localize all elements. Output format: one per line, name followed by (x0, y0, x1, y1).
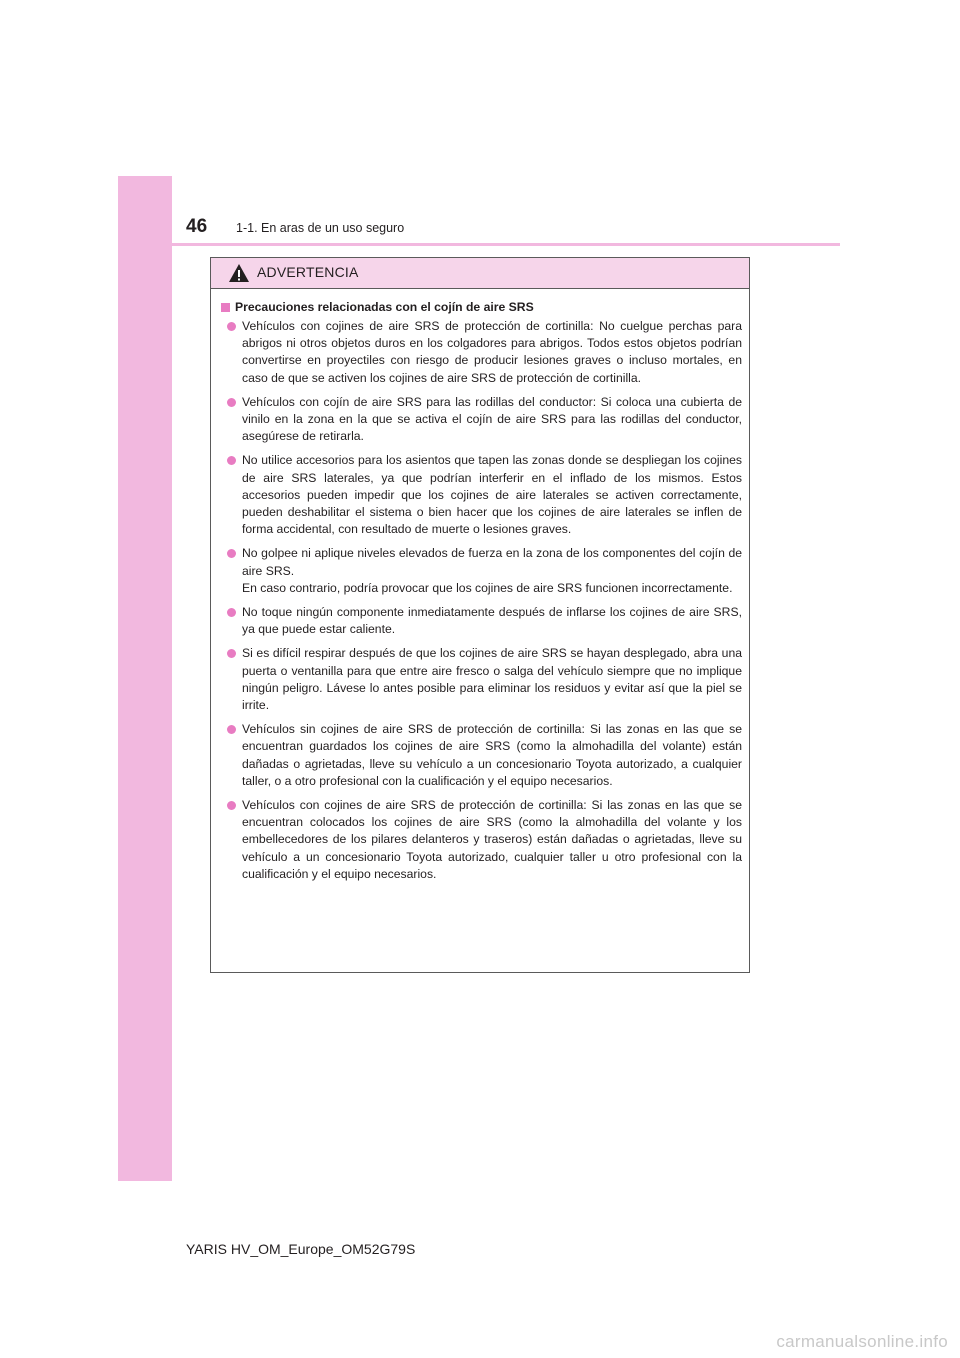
bullet-icon (227, 322, 236, 331)
header-divider (172, 243, 840, 246)
document-id: YARIS HV_OM_Europe_OM52G79S (186, 1241, 416, 1257)
section-title: 1-1. En aras de un uso seguro (236, 221, 405, 235)
warning-item-text: No toque ningún componente inmediatamente después de inflarse los cojines de aire SRS, ya que puede estar caliente. (242, 605, 742, 637)
bullet-icon (227, 801, 236, 810)
square-bullet-icon (221, 303, 230, 312)
chapter-sidebar-tab (118, 176, 172, 1181)
warning-box (210, 257, 750, 973)
watermark: carmanualsonline.info (776, 1332, 948, 1351)
warning-item-continuation: En caso contrario, podría provocar que los cojines de aire SRS funcionen incorrectamente. (242, 580, 733, 595)
bullet-icon (227, 725, 236, 734)
warning-item (220, 721, 742, 790)
warning-item (220, 394, 742, 446)
warning-item (220, 797, 742, 883)
warning-item (220, 604, 742, 638)
warning-item-text: No utilice accesorios para los asientos que tapen las zonas donde se despliegan los cojines de aire SRS laterales, ya que podrían interferir en el inflado de los mismos. Estos accesorios pueden impedir que los cojines de aire laterales se activen correctamente, pueden deshabilitar el sistema o bien hacer que los cojines de aire laterales se inflen de forma accidental, con resultado de muerte o lesiones graves. (242, 453, 742, 537)
warning-triangle-icon (228, 263, 250, 283)
bullet-icon (227, 649, 236, 658)
warning-item (220, 545, 742, 597)
warning-item (220, 318, 742, 387)
warning-item-text: Vehículos con cojines de aire SRS de protección de cortinilla: Si las zonas en las que se encuentran colocados los cojines de aire SRS (como la almohadilla del volante y los embellecedores de los pilares delanteros y traseros) están dañadas o agrietadas, lleve su vehículo a un concesionario Toyota autorizado, cualquier taller u otro profesional con la cualificación y el equipo necesarios. (242, 798, 742, 881)
warning-item-text: No golpee ni aplique niveles elevados de fuerza en la zona de los componentes del cojín de aire SRS. (242, 546, 742, 578)
warning-item-text: Vehículos con cojín de aire SRS para las rodillas del conductor: Si coloca una cubierta de vinilo en la zona en la que se activa el cojín de aire SRS para las rodillas del conductor, asegúrese de retirarla. (242, 394, 742, 444)
bullet-icon (227, 398, 236, 407)
warning-body (220, 299, 742, 890)
warning-subheading (220, 299, 742, 316)
bullet-icon (227, 549, 236, 558)
bullet-icon (227, 608, 236, 617)
warning-item-text: Si es difícil respirar después de que los cojines de aire SRS se hayan desplegado, abra una puerta o ventanilla para que entre aire fresco o salga del vehículo siempre que no implique ningún peligro. Lávese lo antes posible para eliminar los residuos y evitar así que la piel se irrite. (242, 646, 742, 713)
warning-title: ADVERTENCIA (257, 264, 359, 280)
bullet-icon (227, 456, 236, 465)
warning-item (220, 645, 742, 714)
warning-item-text: Vehículos con cojines de aire SRS de protección de cortinilla: No cuelgue perchas para abrigos ni otros objetos duros en los colgadores para abrigos. Todos estos objetos podrían convertirse en proyectiles con riesgo de producir lesiones graves o incluso mortales, en caso de que se activen los cojines de aire SRS de protección de cortinilla. (242, 319, 742, 385)
page-number: 46 (186, 216, 208, 237)
warning-header (211, 258, 749, 289)
warning-item (220, 452, 742, 538)
warning-subheading-text: Precauciones relacionadas con el cojín de aire SRS (235, 300, 534, 314)
warning-item-text: Vehículos sin cojines de aire SRS de protección de cortinilla: Si las zonas en las que se encuentran guardados los cojines de aire SRS (como la almohadilla del volante) están dañadas o agrietadas, lleve su vehículo a un concesionario Toyota autorizado, a cualquier taller, o a otro profesional con la cualificación y el equipo necesarios. (242, 722, 742, 788)
